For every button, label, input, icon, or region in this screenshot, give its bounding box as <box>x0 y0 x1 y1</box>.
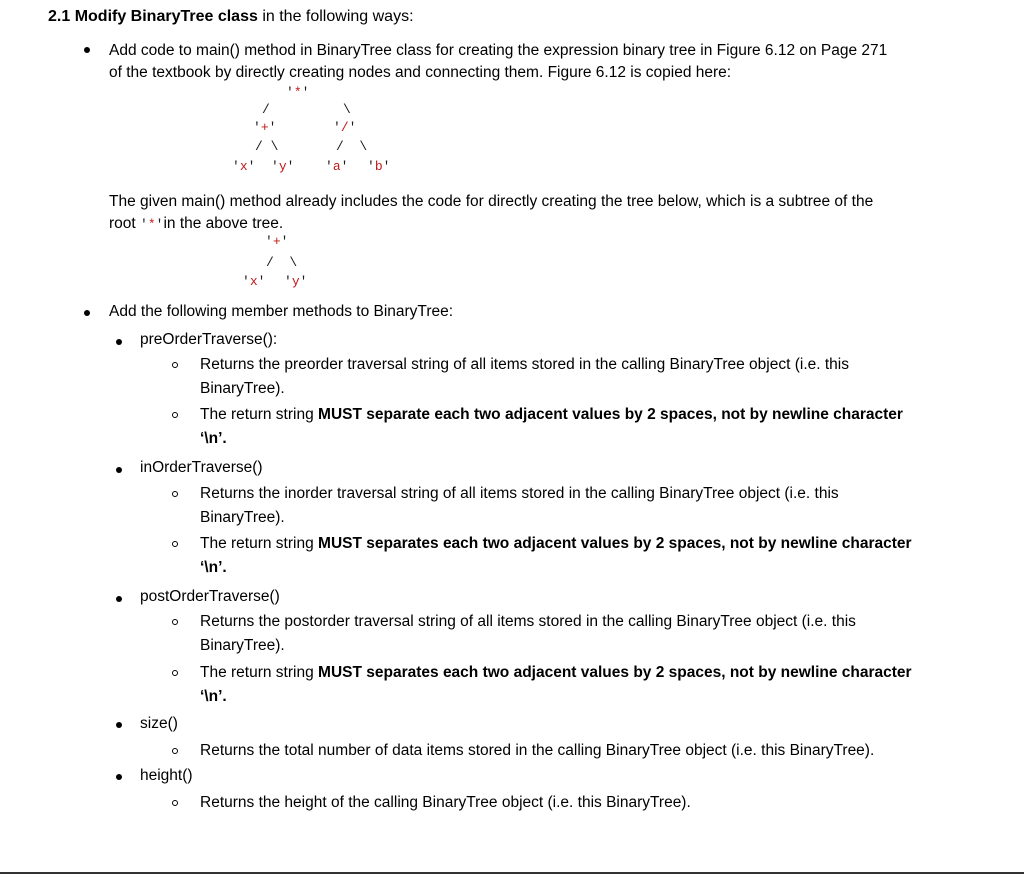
item2-intro: Add the following member methods to BinaryTree: <box>109 303 454 320</box>
section-heading-bold: 2.1 Modify BinaryTree class <box>48 8 258 25</box>
inorder-rule-line1 <box>200 534 912 554</box>
inorder-desc-line1: Returns the inorder traversal string of all items stored in the calling BinaryTree object (i.e. this <box>200 485 839 502</box>
subtree-paragraph-root-text: root <box>109 215 141 232</box>
subbullet-size-1 <box>172 748 178 754</box>
tree1-leaf-y: 'y' <box>271 159 295 174</box>
preorder-desc-line1: Returns the preorder traversal string of all items stored in the calling BinaryTree object (i.e. this <box>200 356 849 373</box>
tree1-leaf-x: 'x' <box>232 159 256 174</box>
bullet-method-height <box>116 774 122 780</box>
item1-line2: of the textbook by directly creating nodes and connecting them. Figure 6.12 is copied here: <box>109 64 732 81</box>
tree1-root: '*' <box>286 85 310 100</box>
tree1-edges-lower-right: / \ <box>336 139 368 154</box>
subtree-paragraph-rest: in the above tree. <box>163 215 284 232</box>
inline-root-symbol: '*' <box>140 217 164 232</box>
postorder-desc-line1: Returns the postorder traversal string of all items stored in the calling BinaryTree object (i.e. this <box>200 613 856 630</box>
bullet-method-postorder <box>116 596 122 602</box>
method-postorder-name: postOrderTraverse() <box>140 588 280 605</box>
section-heading <box>48 7 414 27</box>
subbullet-preorder-1 <box>172 362 178 368</box>
tree1-leaf-a: 'a' <box>325 159 349 174</box>
tree2-leaf-x-value: x <box>249 274 258 289</box>
bullet-item-2 <box>84 310 90 316</box>
tree1-leaf-x-value: x <box>239 159 248 174</box>
tree2-leaf-x: 'x' <box>242 274 266 289</box>
tree1-edge-left: / <box>262 102 270 117</box>
bullet-method-preorder <box>116 339 122 345</box>
tree1-right-value: / <box>340 120 349 135</box>
tree1-leaf-b: 'b' <box>367 159 391 174</box>
postorder-rule-prefix: The return string <box>200 664 319 681</box>
section-heading-rest: in the following ways: <box>257 8 414 25</box>
subtree-paragraph-line2 <box>109 214 283 235</box>
postorder-rule-line2 <box>200 687 227 707</box>
height-desc-line1: Returns the height of the calling BinaryTree object (i.e. this BinaryTree). <box>200 794 691 811</box>
subbullet-inorder-1 <box>172 491 178 497</box>
tree1-leaf-y-value: y <box>278 159 287 174</box>
preorder-rule-line1 <box>200 405 903 425</box>
bullet-item-1 <box>84 47 90 53</box>
postorder-desc-line2: BinaryTree). <box>200 637 285 654</box>
postorder-rule-newline: ‘\n’. <box>200 688 227 705</box>
subbullet-height-1 <box>172 800 178 806</box>
tree1-left-node: '+' <box>253 120 277 135</box>
preorder-rule-newline: ‘\n’. <box>200 430 227 447</box>
tree2-edges: / \ <box>266 255 298 270</box>
subtree-paragraph-line1: The given main() method already includes the code for directly creating the tree below, which is a subtree of the <box>109 193 874 210</box>
tree2-leaf-y-value: y <box>291 274 300 289</box>
preorder-rule-emphasis: MUST separate each two adjacent values by 2 spaces, not by newline character <box>318 406 903 423</box>
subbullet-postorder-2 <box>172 670 178 676</box>
tree1-left-value: + <box>260 120 269 135</box>
tree2-root-value: + <box>272 234 281 249</box>
subbullet-preorder-2 <box>172 412 178 418</box>
tree1-leaf-a-value: a <box>332 159 341 174</box>
postorder-rule-line1 <box>200 663 912 683</box>
bullet-method-size <box>116 722 122 728</box>
subbullet-inorder-2 <box>172 541 178 547</box>
tree1-edges-lower-left: / \ <box>255 139 279 154</box>
method-inorder-name: inOrderTraverse() <box>140 459 263 476</box>
preorder-desc-line2: BinaryTree). <box>200 380 285 397</box>
tree1-edge-right: \ <box>343 102 351 117</box>
method-size-name: size() <box>140 715 178 732</box>
inorder-rule-emphasis: MUST separates each two adjacent values by 2 spaces, not by newline character <box>318 535 912 552</box>
tree1-right-node: '/' <box>333 120 357 135</box>
tree1-root-value: * <box>293 85 302 100</box>
item1-line1: Add code to main() method in BinaryTree class for creating the expression binary tree in Figure 6.12 on Page 271 <box>109 42 888 59</box>
subbullet-postorder-1 <box>172 619 178 625</box>
inline-root-symbol-value: * <box>147 217 156 232</box>
preorder-rule-prefix: The return string <box>200 406 319 423</box>
inorder-desc-line2: BinaryTree). <box>200 509 285 526</box>
size-desc-line1: Returns the total number of data items stored in the calling BinaryTree object (i.e. this BinaryTree). <box>200 742 875 759</box>
bottom-border <box>0 872 1024 874</box>
tree2-root: '+' <box>265 234 289 249</box>
inorder-rule-line2 <box>200 558 227 578</box>
method-height-name: height() <box>140 767 193 784</box>
tree1-leaf-b-value: b <box>374 159 383 174</box>
tree2-leaf-y: 'y' <box>284 274 308 289</box>
preorder-rule-line2 <box>200 429 227 449</box>
bullet-method-inorder <box>116 467 122 473</box>
inorder-rule-prefix: The return string <box>200 535 319 552</box>
inorder-rule-newline: ‘\n’. <box>200 559 227 576</box>
postorder-rule-emphasis: MUST separates each two adjacent values by 2 spaces, not by newline character <box>318 664 912 681</box>
method-preorder-name: preOrderTraverse(): <box>140 331 278 348</box>
